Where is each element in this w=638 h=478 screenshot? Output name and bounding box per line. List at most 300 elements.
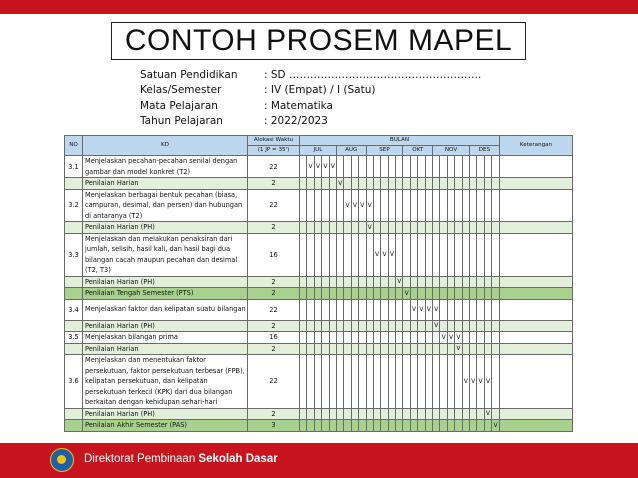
cell-week bbox=[344, 178, 351, 190]
cell-week bbox=[329, 222, 336, 234]
cell-week bbox=[329, 332, 336, 344]
week-check-mark: V bbox=[388, 233, 395, 276]
cell-week bbox=[388, 222, 395, 234]
cell-week bbox=[425, 156, 432, 178]
cell-week bbox=[336, 332, 343, 344]
cell-week bbox=[469, 408, 476, 420]
week-check-mark: V bbox=[440, 332, 447, 344]
cell-week bbox=[373, 156, 380, 178]
cell-no bbox=[65, 288, 83, 300]
cell-week bbox=[425, 288, 432, 300]
cell-week bbox=[447, 288, 454, 300]
cell-week bbox=[344, 332, 351, 344]
cell-week bbox=[403, 420, 410, 432]
cell-week bbox=[322, 189, 329, 222]
cell-week bbox=[388, 420, 395, 432]
cell-week bbox=[477, 222, 484, 234]
cell-week bbox=[359, 320, 366, 332]
cell-week bbox=[314, 288, 321, 300]
cell-week bbox=[469, 178, 476, 190]
cell-week bbox=[477, 420, 484, 432]
cell-week bbox=[396, 420, 403, 432]
cell-week bbox=[462, 420, 469, 432]
cell-week bbox=[307, 178, 314, 190]
cell-week bbox=[440, 178, 447, 190]
cell-alokasi: 22 bbox=[248, 299, 300, 320]
cell-week bbox=[314, 343, 321, 355]
cell-week bbox=[359, 343, 366, 355]
cell-week bbox=[492, 408, 500, 420]
cell-week bbox=[433, 178, 440, 190]
cell-week bbox=[477, 343, 484, 355]
cell-week bbox=[388, 189, 395, 222]
cell-kd: Penilaian Harian bbox=[83, 178, 248, 190]
header-no: NO bbox=[65, 136, 83, 156]
cell-week bbox=[418, 343, 425, 355]
cell-kd: Menjelaskan pecahan-pecahan senilai dengan gambar dan model konkret (T2) bbox=[83, 156, 248, 178]
cell-alokasi: 3 bbox=[248, 420, 300, 432]
cell-week bbox=[492, 233, 500, 276]
cell-kd: Penilaian Tengah Semester (PTS) bbox=[83, 288, 248, 300]
cell-week bbox=[433, 189, 440, 222]
week-check-mark: V bbox=[366, 222, 373, 234]
cell-week bbox=[492, 288, 500, 300]
cell-week bbox=[477, 233, 484, 276]
cell-week bbox=[336, 156, 343, 178]
cell-week bbox=[322, 420, 329, 432]
cell-week bbox=[469, 332, 476, 344]
cell-week bbox=[425, 189, 432, 222]
cell-week bbox=[351, 355, 358, 409]
table-row bbox=[65, 420, 573, 432]
cell-week bbox=[410, 355, 417, 409]
cell-week bbox=[300, 156, 307, 178]
cell-week bbox=[492, 189, 500, 222]
cell-week bbox=[314, 332, 321, 344]
cell-week bbox=[373, 189, 380, 222]
cell-week bbox=[469, 222, 476, 234]
cell-week bbox=[307, 420, 314, 432]
cell-keterangan bbox=[499, 222, 572, 234]
cell-week bbox=[484, 343, 491, 355]
cell-week bbox=[336, 320, 343, 332]
cell-week bbox=[477, 288, 484, 300]
cell-week bbox=[418, 233, 425, 276]
info-value: : SD ………………………………………………. bbox=[264, 68, 482, 81]
cell-week bbox=[484, 233, 491, 276]
cell-week bbox=[403, 222, 410, 234]
cell-week bbox=[462, 332, 469, 344]
cell-week bbox=[388, 299, 395, 320]
cell-week bbox=[351, 233, 358, 276]
cell-week bbox=[359, 276, 366, 288]
cell-week bbox=[403, 189, 410, 222]
cell-week bbox=[329, 355, 336, 409]
week-check-mark: V bbox=[410, 299, 417, 320]
cell-week bbox=[447, 276, 454, 288]
cell-week bbox=[359, 420, 366, 432]
cell-week bbox=[388, 320, 395, 332]
cell-week bbox=[381, 156, 388, 178]
cell-week bbox=[322, 222, 329, 234]
header-keterangan: Keterangan bbox=[499, 136, 572, 156]
cell-no: 3.1 bbox=[65, 156, 83, 178]
cell-week bbox=[440, 343, 447, 355]
cell-week bbox=[366, 276, 373, 288]
cell-week bbox=[433, 332, 440, 344]
cell-week bbox=[388, 178, 395, 190]
cell-week bbox=[314, 299, 321, 320]
cell-no bbox=[65, 420, 83, 432]
cell-no: 3.4 bbox=[65, 299, 83, 320]
cell-week bbox=[359, 299, 366, 320]
cell-week bbox=[396, 178, 403, 190]
cell-alokasi: 2 bbox=[248, 408, 300, 420]
info-value: : IV (Empat) / I (Satu) bbox=[264, 84, 376, 97]
cell-week bbox=[351, 178, 358, 190]
cell-week bbox=[484, 156, 491, 178]
week-check-mark: V bbox=[373, 233, 380, 276]
cell-kd: Penilaian Akhir Semester (PAS) bbox=[83, 420, 248, 432]
cell-week bbox=[447, 420, 454, 432]
cell-week bbox=[462, 189, 469, 222]
cell-week bbox=[344, 299, 351, 320]
cell-week bbox=[425, 233, 432, 276]
cell-week bbox=[477, 299, 484, 320]
week-check-mark: V bbox=[396, 276, 403, 288]
cell-week bbox=[455, 355, 462, 409]
cell-week bbox=[477, 189, 484, 222]
cell-week bbox=[388, 332, 395, 344]
cell-week bbox=[469, 233, 476, 276]
cell-no: 3.3 bbox=[65, 233, 83, 276]
cell-alokasi: 22 bbox=[248, 355, 300, 409]
week-check-mark: V bbox=[455, 332, 462, 344]
footer-text-bold: Sekolah Dasar bbox=[198, 453, 278, 465]
cell-no: 3.5 bbox=[65, 332, 83, 344]
cell-week bbox=[492, 355, 500, 409]
cell-week bbox=[344, 420, 351, 432]
week-check-mark: V bbox=[336, 178, 343, 190]
week-check-mark: V bbox=[366, 189, 373, 222]
cell-week bbox=[418, 222, 425, 234]
cell-week bbox=[492, 332, 500, 344]
cell-week bbox=[447, 343, 454, 355]
table-row bbox=[65, 233, 573, 276]
cell-week bbox=[336, 420, 343, 432]
cell-week bbox=[336, 189, 343, 222]
info-label: Kelas/Semester bbox=[140, 84, 222, 97]
cell-week bbox=[462, 320, 469, 332]
cell-week bbox=[329, 178, 336, 190]
cell-week bbox=[484, 189, 491, 222]
cell-week bbox=[477, 178, 484, 190]
cell-week bbox=[447, 233, 454, 276]
cell-kd: Menjelaskan berbagai bentuk pecahan (biasa, campuran, desimal, dan persen) dan hubungan di antaranya (T2) bbox=[83, 189, 248, 222]
cell-week bbox=[418, 189, 425, 222]
cell-no: 3.2 bbox=[65, 189, 83, 222]
cell-week bbox=[381, 299, 388, 320]
info-value: : 2022/2023 bbox=[264, 115, 328, 128]
cell-week bbox=[322, 178, 329, 190]
cell-week bbox=[447, 299, 454, 320]
info-row-kelas bbox=[140, 83, 481, 99]
cell-week bbox=[300, 276, 307, 288]
header-month: JUL bbox=[300, 146, 337, 156]
cell-week bbox=[410, 276, 417, 288]
cell-week bbox=[336, 408, 343, 420]
cell-week bbox=[388, 288, 395, 300]
cell-week bbox=[433, 355, 440, 409]
cell-week bbox=[403, 156, 410, 178]
cell-week bbox=[373, 222, 380, 234]
cell-week bbox=[300, 332, 307, 344]
cell-alokasi: 16 bbox=[248, 233, 300, 276]
cell-week bbox=[403, 233, 410, 276]
cell-week bbox=[425, 332, 432, 344]
cell-week bbox=[322, 233, 329, 276]
cell-week bbox=[307, 343, 314, 355]
table-row bbox=[65, 355, 573, 409]
week-check-mark: V bbox=[344, 189, 351, 222]
cell-week bbox=[433, 276, 440, 288]
header-alokasi-sub: (1 JP = 35') bbox=[248, 146, 300, 156]
cell-week bbox=[381, 320, 388, 332]
info-row-satuan bbox=[140, 67, 481, 83]
week-check-mark: V bbox=[492, 420, 500, 432]
cell-week bbox=[469, 299, 476, 320]
week-check-mark: V bbox=[329, 156, 336, 178]
cell-week bbox=[300, 233, 307, 276]
cell-week bbox=[440, 320, 447, 332]
cell-week bbox=[366, 156, 373, 178]
cell-week bbox=[462, 222, 469, 234]
title-box bbox=[111, 22, 526, 60]
cell-week bbox=[462, 156, 469, 178]
cell-keterangan bbox=[499, 276, 572, 288]
info-label: Tahun Pelajaran bbox=[140, 115, 223, 128]
cell-week bbox=[425, 408, 432, 420]
cell-alokasi: 22 bbox=[248, 156, 300, 178]
cell-week bbox=[433, 288, 440, 300]
cell-week bbox=[418, 156, 425, 178]
cell-week bbox=[366, 420, 373, 432]
cell-week bbox=[388, 276, 395, 288]
cell-week bbox=[492, 276, 500, 288]
cell-week bbox=[410, 156, 417, 178]
cell-week bbox=[477, 320, 484, 332]
cell-week bbox=[462, 233, 469, 276]
cell-week bbox=[462, 178, 469, 190]
table-row bbox=[65, 222, 573, 234]
cell-week bbox=[351, 343, 358, 355]
cell-week bbox=[366, 355, 373, 409]
cell-week bbox=[307, 233, 314, 276]
cell-week bbox=[418, 332, 425, 344]
cell-week bbox=[351, 156, 358, 178]
cell-week bbox=[322, 332, 329, 344]
cell-alokasi: 16 bbox=[248, 332, 300, 344]
cell-week bbox=[477, 332, 484, 344]
cell-week bbox=[300, 299, 307, 320]
cell-alokasi: 22 bbox=[248, 189, 300, 222]
cell-alokasi: 2 bbox=[248, 222, 300, 234]
cell-week bbox=[359, 156, 366, 178]
week-check-mark: V bbox=[322, 156, 329, 178]
cell-week bbox=[314, 420, 321, 432]
cell-week bbox=[433, 222, 440, 234]
cell-week bbox=[351, 420, 358, 432]
cell-week bbox=[425, 178, 432, 190]
cell-week bbox=[396, 222, 403, 234]
cell-alokasi: 2 bbox=[248, 276, 300, 288]
cell-week bbox=[381, 222, 388, 234]
cell-no bbox=[65, 178, 83, 190]
cell-week bbox=[329, 343, 336, 355]
week-check-mark: V bbox=[381, 233, 388, 276]
cell-week bbox=[381, 343, 388, 355]
cell-week bbox=[440, 276, 447, 288]
table-row bbox=[65, 156, 573, 178]
cell-week bbox=[440, 420, 447, 432]
cell-week bbox=[381, 276, 388, 288]
cell-week bbox=[314, 233, 321, 276]
cell-keterangan bbox=[499, 320, 572, 332]
cell-kd: Penilaian Harian (PH) bbox=[83, 276, 248, 288]
cell-week bbox=[410, 343, 417, 355]
cell-week bbox=[307, 189, 314, 222]
cell-week bbox=[336, 288, 343, 300]
week-check-mark: V bbox=[314, 156, 321, 178]
cell-week bbox=[418, 320, 425, 332]
header-month: AUG bbox=[336, 146, 366, 156]
cell-week bbox=[344, 355, 351, 409]
cell-week bbox=[418, 420, 425, 432]
cell-week bbox=[344, 156, 351, 178]
cell-keterangan bbox=[499, 299, 572, 320]
cell-week bbox=[344, 222, 351, 234]
info-row-tahun bbox=[140, 114, 481, 130]
cell-no bbox=[65, 343, 83, 355]
cell-week bbox=[477, 276, 484, 288]
cell-week bbox=[425, 343, 432, 355]
cell-week bbox=[455, 178, 462, 190]
cell-week bbox=[322, 288, 329, 300]
cell-week bbox=[403, 320, 410, 332]
cell-week bbox=[322, 276, 329, 288]
cell-week bbox=[344, 233, 351, 276]
cell-week bbox=[455, 233, 462, 276]
cell-week bbox=[440, 156, 447, 178]
cell-week bbox=[469, 320, 476, 332]
cell-week bbox=[381, 332, 388, 344]
cell-week bbox=[366, 233, 373, 276]
cell-week bbox=[433, 233, 440, 276]
cell-week bbox=[455, 408, 462, 420]
cell-week bbox=[492, 299, 500, 320]
cell-week bbox=[462, 288, 469, 300]
week-check-mark: V bbox=[433, 320, 440, 332]
info-block bbox=[140, 67, 481, 129]
cell-week bbox=[329, 288, 336, 300]
cell-week bbox=[403, 332, 410, 344]
cell-week bbox=[307, 288, 314, 300]
cell-week bbox=[410, 332, 417, 344]
cell-week bbox=[403, 299, 410, 320]
cell-keterangan bbox=[499, 355, 572, 409]
week-check-mark: V bbox=[484, 355, 491, 409]
cell-week bbox=[366, 178, 373, 190]
cell-week bbox=[418, 408, 425, 420]
cell-alokasi: 2 bbox=[248, 343, 300, 355]
cell-week bbox=[336, 276, 343, 288]
cell-week bbox=[351, 408, 358, 420]
cell-week bbox=[373, 408, 380, 420]
cell-week bbox=[462, 299, 469, 320]
cell-week bbox=[492, 320, 500, 332]
cell-week bbox=[492, 343, 500, 355]
week-check-mark: V bbox=[484, 408, 491, 420]
table-row bbox=[65, 408, 573, 420]
cell-week bbox=[366, 343, 373, 355]
cell-week bbox=[307, 320, 314, 332]
cell-week bbox=[373, 332, 380, 344]
cell-week bbox=[410, 222, 417, 234]
cell-week bbox=[300, 343, 307, 355]
cell-week bbox=[462, 343, 469, 355]
cell-week bbox=[425, 320, 432, 332]
week-check-mark: V bbox=[447, 332, 454, 344]
cell-week bbox=[396, 408, 403, 420]
cell-no bbox=[65, 320, 83, 332]
cell-keterangan bbox=[499, 178, 572, 190]
cell-week bbox=[403, 355, 410, 409]
cell-week bbox=[440, 408, 447, 420]
cell-week bbox=[410, 288, 417, 300]
cell-week bbox=[381, 420, 388, 432]
week-check-mark: V bbox=[359, 189, 366, 222]
cell-week bbox=[322, 355, 329, 409]
cell-week bbox=[381, 189, 388, 222]
cell-week bbox=[403, 408, 410, 420]
week-check-mark: V bbox=[425, 299, 432, 320]
cell-week bbox=[440, 233, 447, 276]
cell-week bbox=[381, 355, 388, 409]
cell-week bbox=[307, 408, 314, 420]
cell-week bbox=[469, 156, 476, 178]
cell-kd: Menjelaskan dan melakukan penaksiran dari jumlah, selisih, hasil kali, dan hasil bagi dua bilangan cacah maupun pecahan dan desimal (T2, T3) bbox=[83, 233, 248, 276]
cell-week bbox=[314, 189, 321, 222]
top-red-bar bbox=[0, 0, 638, 14]
cell-week bbox=[410, 178, 417, 190]
header-month: OKT bbox=[403, 146, 433, 156]
cell-week bbox=[373, 276, 380, 288]
cell-week bbox=[469, 276, 476, 288]
table-row bbox=[65, 189, 573, 222]
cell-week bbox=[410, 320, 417, 332]
cell-week bbox=[314, 320, 321, 332]
cell-week bbox=[373, 320, 380, 332]
cell-alokasi: 2 bbox=[248, 178, 300, 190]
cell-week bbox=[300, 222, 307, 234]
cell-week bbox=[336, 355, 343, 409]
cell-week bbox=[396, 156, 403, 178]
cell-week bbox=[396, 320, 403, 332]
cell-week bbox=[314, 276, 321, 288]
cell-week bbox=[344, 276, 351, 288]
header-month: DES bbox=[469, 146, 499, 156]
cell-week bbox=[492, 178, 500, 190]
